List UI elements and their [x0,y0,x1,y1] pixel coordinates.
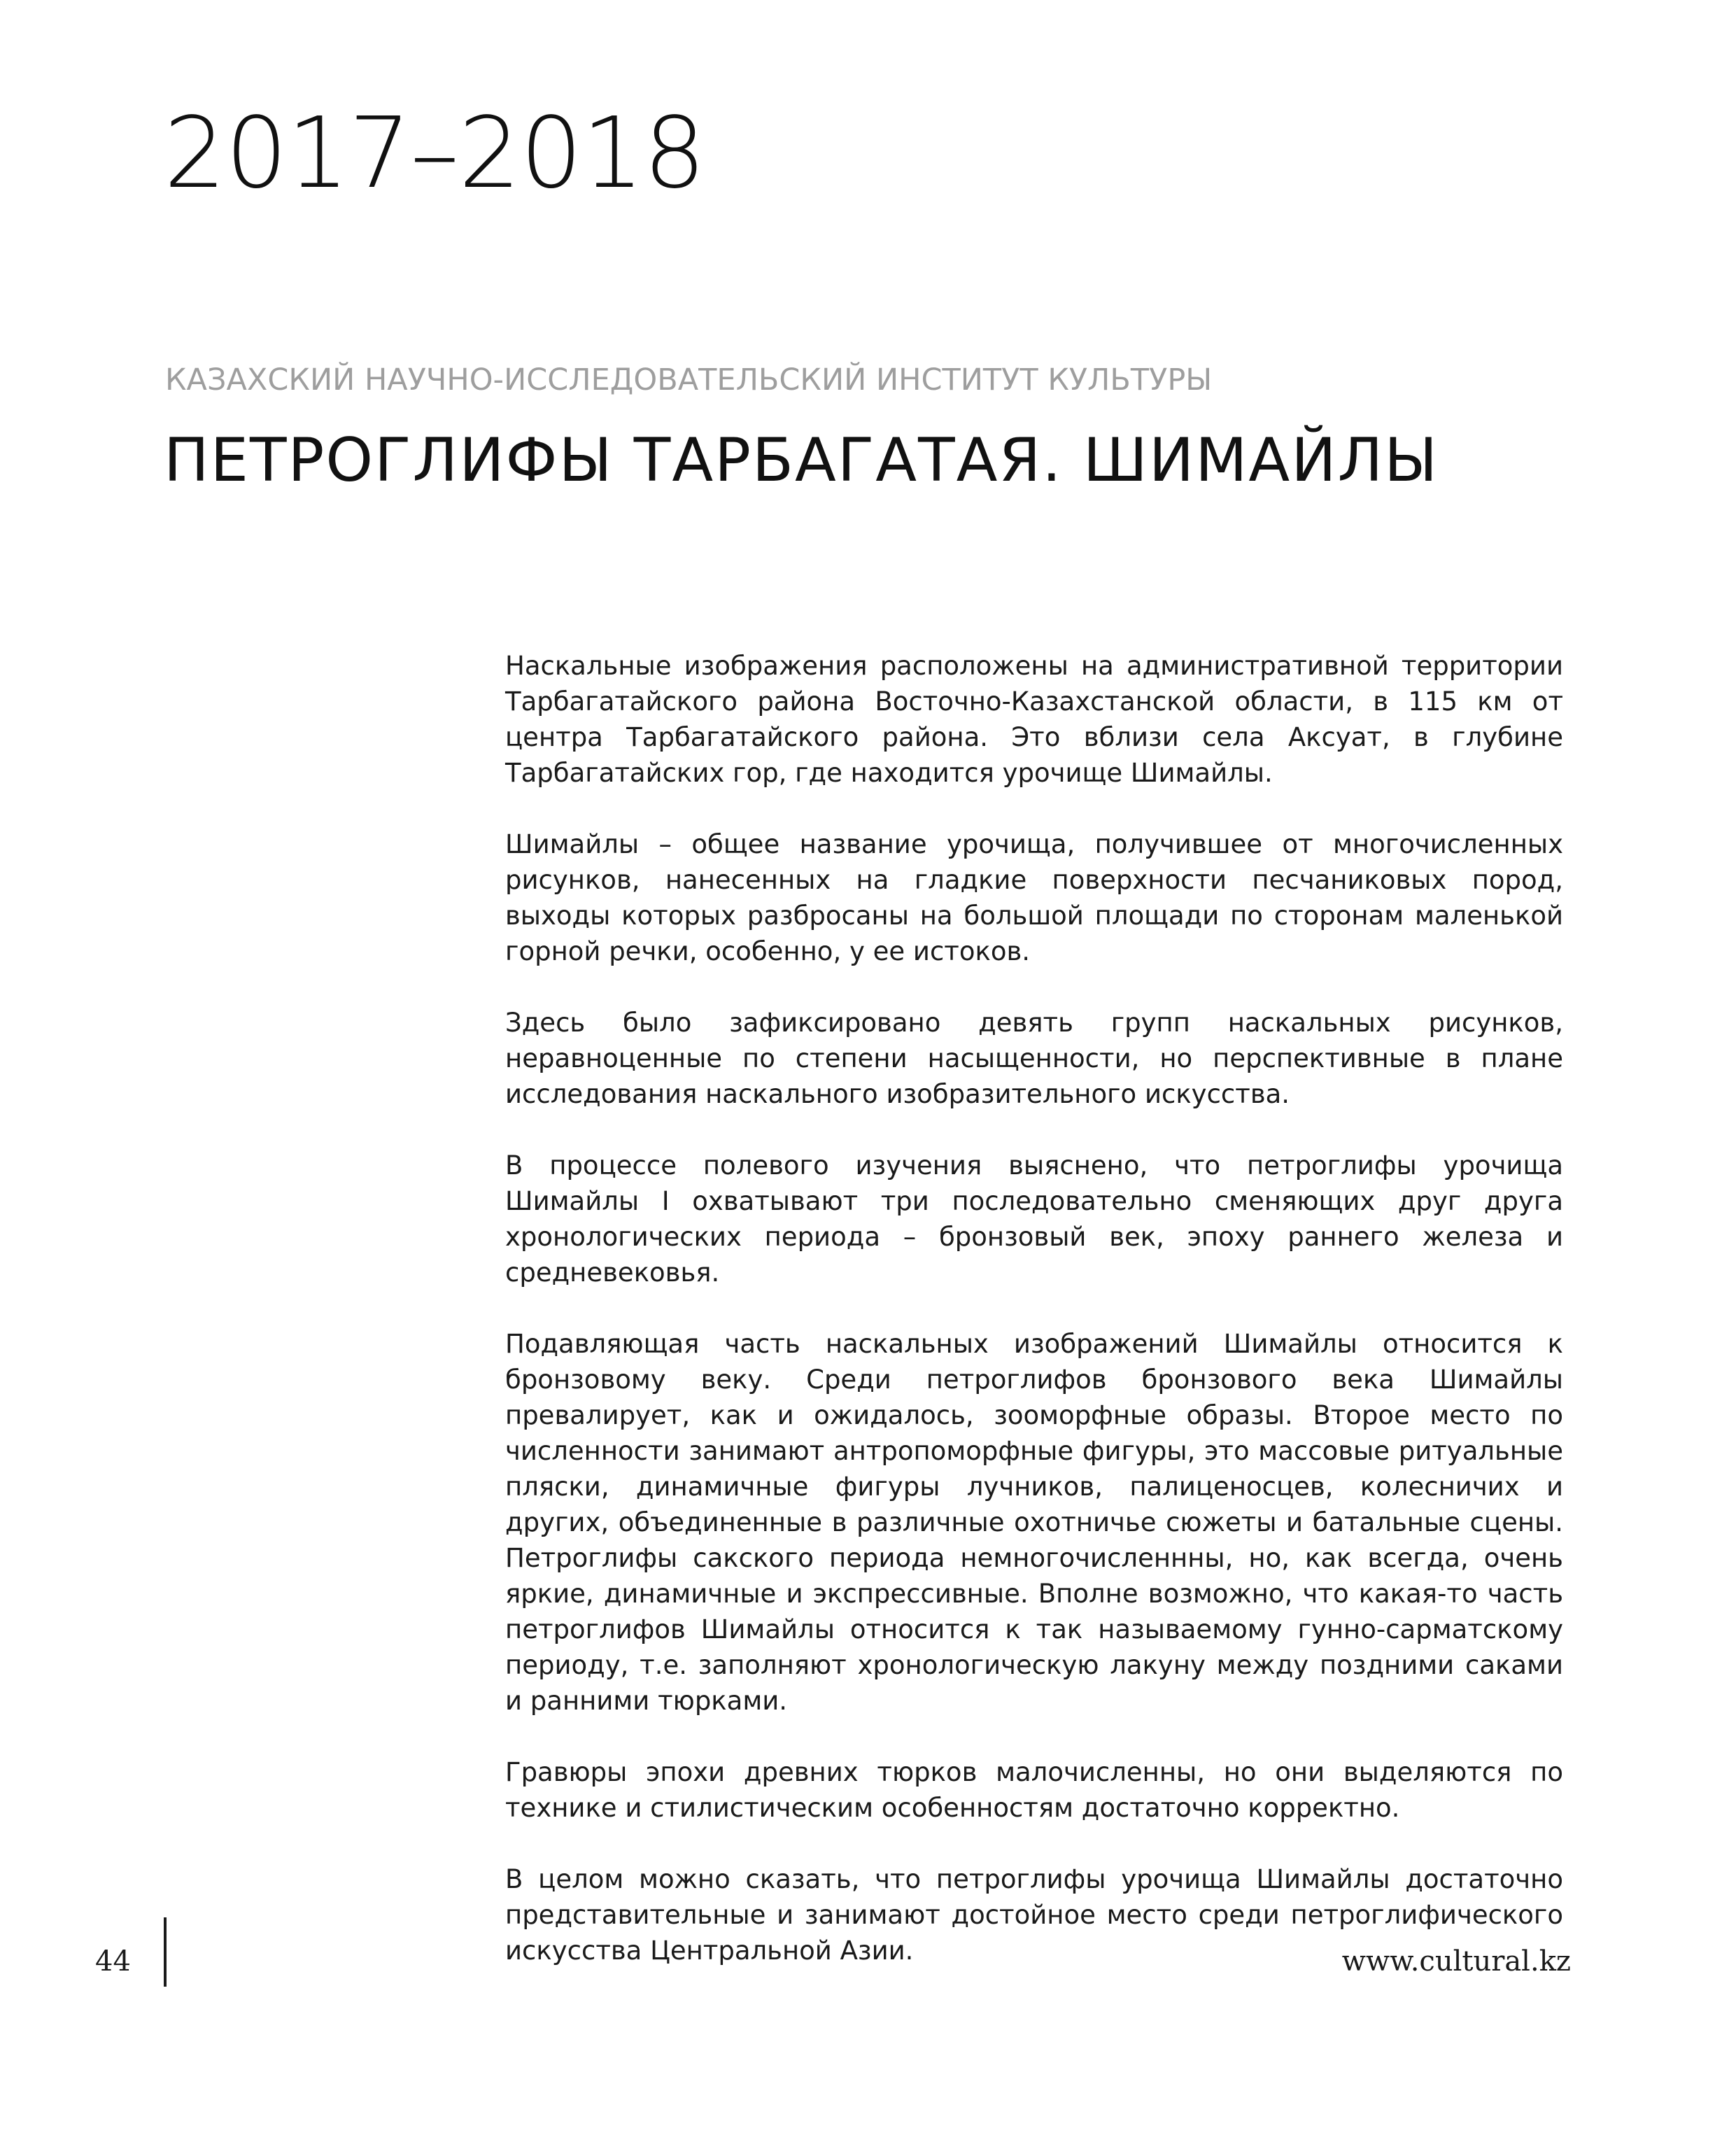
page-number: 44 [95,1945,131,1978]
article-paragraph: Здесь было зафиксировано девять групп наскальных рисунков, неравноценные по степени насыщенности, но перспективные в плане исследования наскального изобразительного искусства. [505,1008,1563,1109]
year-range-heading: 2017–2018 [164,97,705,211]
article-paragraph: Наскальные изображения расположены на административной территории Тарбагатайского района Восточно-Казахстанской области, в 115 км от центра Тарбагатайского района. Это вблизи села Аксуат, в глубине Тарбагатайских гор, где находится урочище Шимайлы. [505,651,1563,788]
article-paragraph: В целом можно сказать, что петроглифы урочища Шимайлы достаточно представительные и занимают достойное место среди петроглифического искусства Центральной Азии. [505,1864,1563,1966]
article-paragraph: В процессе полевого изучения выяснено, что петроглифы урочища Шимайлы I охватывают три последовательно сменяющих друг друга хронологических периода – бронзовый век, эпоху раннего железа и средневековья. [505,1150,1563,1288]
footer-divider [164,1917,167,1987]
website-url: www.cultural.kz [1341,1945,1571,1978]
article-paragraph: Гравюры эпохи древних тюрков малочисленны, но они выделяются по технике и стилистическим особенностям достаточно корректно. [505,1757,1563,1823]
page-title: ПЕТРОГЛИФЫ ТАРБАГАТАЯ. ШИМАЙЛЫ [164,425,1439,495]
article-body [505,648,1563,2004]
article-paragraph: Подавляющая часть наскальных изображений Шимайлы относится к бронзовому веку. Среди петроглифов бронзового века Шимайлы превалирует, как и ожидалось, зооморфные образы. Второе место по численности занимают антропоморфные фигуры, это массовые ритуальные пляски, динамичные фигуры лучников, палиценосцев, колесничих и других, объединенные в различные охотничье сюжеты и батальные сцены. Петроглифы сакского периода немногочисленнны, но, как всегда, очень яркие, динамичные и экспрессивные. Вполне возможно, что какая-то часть петроглифов Шимайлы относится к так называемому гунно-сарматскому периоду, т.е. заполняют хронологическую лакуну между поздними саками и ранними тюрками. [505,1329,1563,1716]
article-paragraph: Шимайлы – общее название урочища, получившее от многочисленных рисунков, нанесенных на гладкие поверхности песчаниковых пород, выходы которых разбросаны на большой площади по сторонам маленькой горной речки, особенно, у ее истоков. [505,829,1563,966]
institute-name: КАЗАХСКИЙ НАУЧНО-ИССЛЕДОВАТЕЛЬСКИЙ ИНСТИТУТ КУЛЬТУРЫ [165,362,1213,397]
